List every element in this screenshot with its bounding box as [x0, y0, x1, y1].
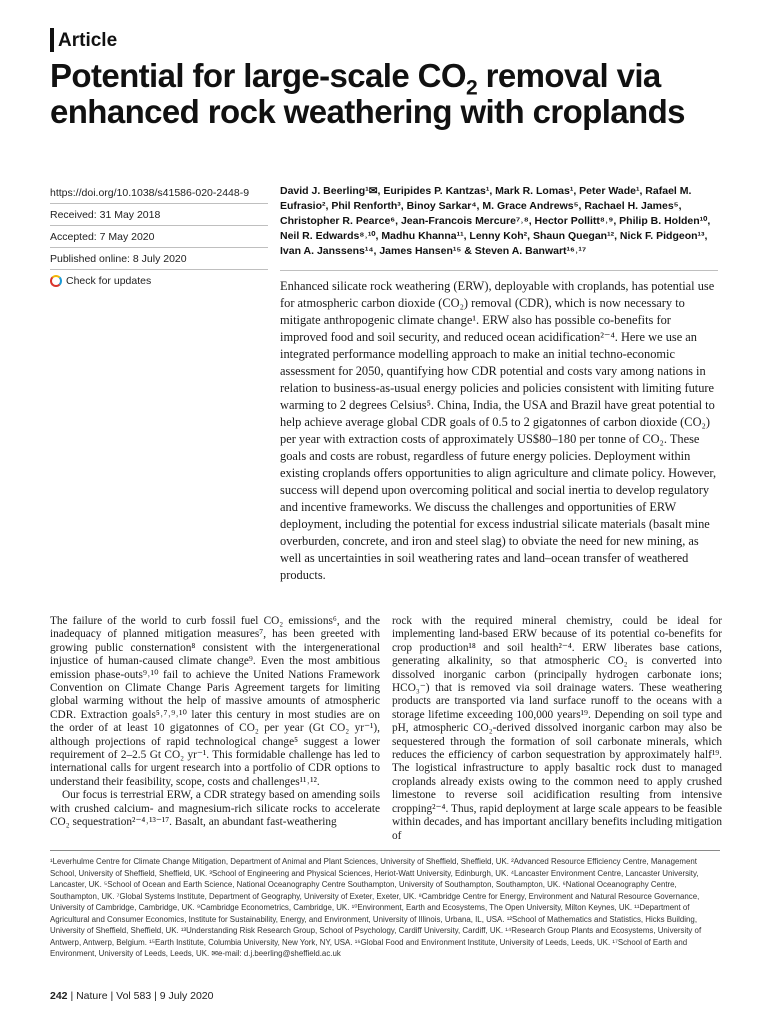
journal-issue: | Nature | Vol 583 | 9 July 2020: [67, 990, 214, 1002]
author-list: David J. Beerling¹✉, Euripides P. Kantzas¹, Mark R. Lomas¹, Peter Wade¹, Rafael M. Eufrasio², Phil Renforth³, Binoy Sarkar⁴, M. Grace Andrews⁵, Rachael H. James⁵, Christopher R. Pearce⁶, Jean-Francois Mercure⁷˒⁸, Hector Pollitt⁸˒⁹, Philip B. Holden¹⁰, Neil R. Edwards⁸˒¹⁰, Madhu Khanna¹¹, Lenny Koh², Shaun Quegan¹², Nick F. Pidgeon¹³, Ivan A. Janssens¹⁴, James Hansen¹⁵ & Steven A. Banwart¹⁶˒¹⁷: [280, 185, 711, 257]
body-column-right: [392, 615, 722, 843]
page-number: 242: [50, 990, 68, 1002]
check-updates-button[interactable]: [50, 270, 268, 292]
title-line1-part-a: Potential for large-scale CO: [50, 57, 466, 94]
article-title: [50, 58, 740, 130]
published-date: Published online: 8 July 2020: [50, 248, 268, 270]
authors-divider: [280, 270, 718, 271]
footnote-divider: [50, 850, 720, 851]
page-footer: [50, 990, 213, 1002]
check-updates-label: Check for updates: [66, 275, 152, 287]
article-meta: [50, 182, 268, 292]
article-type-rule: [50, 28, 54, 52]
body-paragraph: Our focus is terrestrial ERW, a CDR strategy based on amending soils with crushed calcium- and magnesium-rich silicate rocks to accelerate CO₂ sequestration²⁻⁴˒¹³⁻¹⁷. Basalt, an abundant fast-weathering: [50, 789, 380, 829]
affiliations-footnote: ¹Leverhulme Centre for Climate Change Mitigation, Department of Animal and Plant Sciences, University of Sheffield, Sheffield, UK. ²Advanced Resource Efficiency Centre, Management School, University of Sheffield, Sheffield, UK. ³School of Engineering and Physical Sciences, Heriot-Watt University, Edinburgh, UK. ⁴Lancaster Environment Centre, Lancaster University, Lancaster, UK. ⁵School of Ocean and Earth Science, National Oceanography Centre Southampton, University of Southampton, Southampton, UK. ⁶National Oceanography Centre, Southampton, UK. ⁷Global Systems Institute, Department of Geography, University of Exeter, Exeter, UK. ⁸Cambridge Centre for Energy, Environment and Natural Resource Governance, University of Cambridge, Cambridge, UK. ⁹Cambridge Econometrics, Cambridge, UK. ¹⁰Environment, Earth and Ecosystems, The Open University, Milton Keynes, UK. ¹¹Department of Agricultural and Consumer Economics, Institute for Sustainability, Energy, and Environment, University of Illinois, Urbana, IL, USA. ¹²School of Mathematics and Statistics, Hicks Building, University of Sheffield, Sheffield, UK. ¹³Understanding Risk Research Group, School of Psychology, Cardiff University, Cardiff, UK. ¹⁴Research Group Plants and Ecosystems, University of Antwerp, Antwerp, Belgium. ¹⁵Earth Institute, Columbia University, New York, NY, USA. ¹⁶Global Food and Environment Institute, University of Leeds, Leeds, UK. ¹⁷School of Earth and Environment, University of Leeds, Leeds, UK. ✉e-mail: d.j.beerling@sheffield.ac.uk: [50, 857, 702, 958]
check-updates-icon: [50, 275, 62, 287]
abstract: Enhanced silicate rock weathering (ERW), deployable with croplands, has potential use for atmospheric carbon dioxide (CO₂) removal (CDR), which is now necessary to mitigate anthropogenic climate change¹. ERW also has possible co-benefits for improved food and soil security, and reduced ocean acidification²⁻⁴. Here we use an integrated performance modelling approach to make an initial techno-economic assessment for 2050, quantifying how CDR potential and costs vary among nations in relation to business-as-usual energy policies and policies consistent with limiting future warming to 2 degrees Celsius⁵. China, India, the USA and Brazil have great potential to help achieve average global CDR goals of 0.5 to 2 gigatonnes of carbon dioxide (CO₂) per year with extraction costs of approximately US$80–180 per tonne of CO₂. These goals and costs are robust, regardless of future energy policies. Deployment within existing croplands offers opportunities to align agriculture and climate policy. However, success will depend upon overcoming political and social inertia to develop regulatory and incentive frameworks. We discuss the challenges and opportunities of ERW deployment, including the potential for excess industrial silicate materials (basalt mine overburden, concrete, and iron and steel slag) to obviate the need for new mining, as well as uncertainties in soil weathering rates and land–ocean transfer of weathered products.: [280, 279, 717, 582]
article-type-label: Article: [58, 30, 118, 51]
accepted-date: Accepted: 7 May 2020: [50, 226, 268, 248]
body-paragraph: rock with the required mineral chemistry, could be ideal for implementing land-based ERW because of its potential co-benefits for crop production¹⁸ and soil health²⁻⁴. ERW liberates base cations, generating alkalinity, so that atmospheric CO₂ is converted into dissolved inorganic carbon (principally hydrogen carbonate ions; HCO₃⁻) that is removed via soil drainage waters. These weathering products are transported via land surface runoff to the oceans with a storage lifetime exceeding 100,000 years¹⁹. Depending on soil type and pH, atmospheric CO₂-derived dissolved inorganic carbon may also be sequestered through the formation of soil carbonate minerals, which reduces the efficiency of carbon sequestration by approximately half¹⁹. The logistical infrastructure to apply basaltic rock dust to managed croplands already exists owing to the common need to apply crushed limestone to reverse soil acidification resulting from intensive cropping²⁻⁴. Thus, rapid deployment at large scale appears to be feasible within decades, and has important ancillary benefits including mitigation of: [392, 615, 722, 842]
doi-link[interactable]: https://doi.org/10.1038/s41586-020-2448-9: [50, 182, 268, 204]
title-line1-part-b: removal via: [477, 57, 661, 94]
body-paragraph: The failure of the world to curb fossil fuel CO₂ emissions⁶, and the inadequacy of planned mitigation measures⁷, has been greeted with growing public consternation⁸ consistent with the intergenerational injustice of human-caused climate change⁹. Even the most ambitious emission phase-outs⁹˒¹⁰ fail to achieve the United Nations Framework Convention on Climate Change Paris Agreement targets for limiting global warming without the help of massive amounts of atmospheric CDR. Extraction goals⁵˒⁷˒⁹˒¹⁰ later this century in most studies are on the order of at least 10 gigatonnes of CO₂ per year (Gt CO₂ yr⁻¹), although projections of rapid technological change⁵ suggest a lower requirement of 2–2.5 Gt CO₂ yr⁻¹. This formidable challenge has led to international calls for urgent research into a portfolio of CDR options to understand their feasibility, scope, costs and challenges¹¹˒¹².: [50, 615, 380, 788]
title-line2: enhanced rock weathering with croplands: [50, 93, 685, 130]
received-date: Received: 31 May 2018: [50, 204, 268, 226]
title-subscript: 2: [466, 76, 478, 100]
body-column-left: [50, 615, 380, 830]
